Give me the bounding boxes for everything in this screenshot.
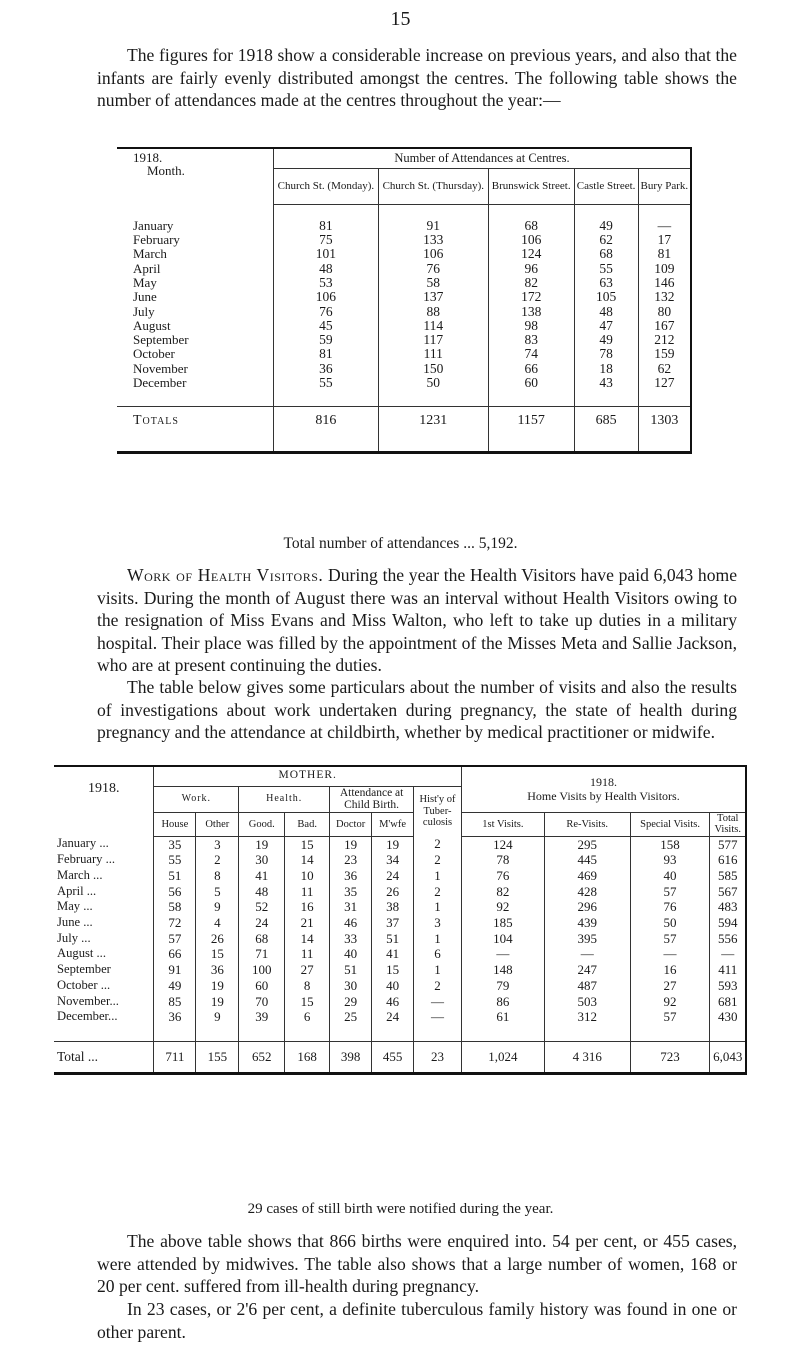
- row-value: 40: [330, 946, 372, 962]
- sub-header: M'wfe: [372, 812, 414, 836]
- row-value: 57: [630, 884, 710, 900]
- table1-year: 1918.: [133, 150, 163, 165]
- row-value: 24: [372, 1009, 414, 1025]
- table2-totals-row: Total ... 711 155 652 168 398 455 23 1,024 4 316 723 6,043: [54, 1041, 746, 1073]
- table-row: [54, 994, 746, 1010]
- table1-month-header: [117, 148, 274, 204]
- row-value: 19: [372, 836, 414, 852]
- row-value: 92: [461, 899, 544, 915]
- row-value: 1: [414, 962, 462, 978]
- row-value: 50: [630, 915, 710, 931]
- row-value: —: [710, 946, 746, 962]
- work-header: Work.: [154, 786, 239, 812]
- table2-year: 1918.: [87, 781, 120, 796]
- row-value: 395: [544, 931, 630, 947]
- row-value: 26: [372, 884, 414, 900]
- row-value: 35: [154, 836, 196, 852]
- table-row: [54, 899, 746, 915]
- row-value: 1: [414, 899, 462, 915]
- total-attendances: Total number of attendances ... 5,192.: [283, 535, 518, 552]
- row-value: 158: [630, 836, 710, 852]
- row-value: 49: [154, 978, 196, 994]
- table-row: March 101 106 124 68 81: [117, 247, 691, 261]
- row-value: 24: [372, 868, 414, 884]
- row-value: 14: [285, 931, 330, 947]
- table-row: [54, 915, 746, 931]
- row-value: —: [414, 1009, 462, 1025]
- row-month: December...: [57, 1009, 118, 1024]
- row-value: 2: [196, 852, 239, 868]
- table-row: [54, 1009, 746, 1025]
- row-value: —: [544, 946, 630, 962]
- col-header: Castle Street.: [574, 168, 638, 204]
- row-month: July ...: [57, 930, 91, 945]
- row-value: 27: [630, 978, 710, 994]
- row-value: 40: [630, 868, 710, 884]
- row-value: 36: [330, 868, 372, 884]
- row-month: March ...: [57, 867, 103, 882]
- table-row: [54, 884, 746, 900]
- row-month: January ...: [57, 836, 109, 851]
- row-value: 14: [285, 852, 330, 868]
- row-value: 6: [285, 1009, 330, 1025]
- row-value: 4: [196, 915, 239, 931]
- row-value: 11: [285, 884, 330, 900]
- row-value: 51: [330, 962, 372, 978]
- row-value: 6: [414, 946, 462, 962]
- row-value: 76: [461, 868, 544, 884]
- row-value: 487: [544, 978, 630, 994]
- row-value: 567: [710, 884, 746, 900]
- health-header: Health.: [239, 786, 330, 812]
- row-value: 78: [461, 852, 544, 868]
- row-value: 51: [154, 868, 196, 884]
- table-row: [54, 962, 746, 978]
- row-value: 40: [372, 978, 414, 994]
- row-value: 2: [414, 884, 462, 900]
- work-text: During the year the Health Visitors have paid 6,043 home visits. During the month of August there was an interval without Health Visitors owing to the resignation of Miss Evans and Miss Walton, who left to take up duties in a military hospital. Their place was filled by the appointment of the Misses Meta and Sallie Jackson, who are at present continuing the duties.: [97, 565, 738, 675]
- attendances-table: [117, 147, 692, 454]
- row-value: 70: [239, 994, 285, 1010]
- row-value: 23: [330, 852, 372, 868]
- row-value: 21: [285, 915, 330, 931]
- row-value: 2: [414, 836, 462, 852]
- sub-header: Doctor: [330, 812, 372, 836]
- table-row: October 81 111 74 78 159: [117, 347, 691, 361]
- row-value: 1: [414, 868, 462, 884]
- row-value: 16: [285, 899, 330, 915]
- row-value: 577: [710, 836, 746, 852]
- visits-header: [461, 766, 746, 812]
- row-value: 247: [544, 962, 630, 978]
- row-value: 35: [330, 884, 372, 900]
- row-value: 33: [330, 931, 372, 947]
- row-value: —: [461, 946, 544, 962]
- row-value: 2: [414, 852, 462, 868]
- row-value: 79: [461, 978, 544, 994]
- row-value: 503: [544, 994, 630, 1010]
- row-value: 104: [461, 931, 544, 947]
- row-value: 556: [710, 931, 746, 947]
- row-value: 469: [544, 868, 630, 884]
- visit-col-header: Total Visits.: [710, 812, 746, 836]
- row-value: —: [414, 994, 462, 1010]
- row-value: 19: [239, 836, 285, 852]
- row-value: 593: [710, 978, 746, 994]
- row-value: 56: [154, 884, 196, 900]
- row-value: 681: [710, 994, 746, 1010]
- row-value: 85: [154, 994, 196, 1010]
- row-value: 5: [196, 884, 239, 900]
- intro-paragraph: The figures for 1918 show a considerable increase on previous years, and also that the infants are fairly evenly distributed amongst the centres. The following table shows the number of attendances made at the centres throughout the year:—: [97, 45, 737, 110]
- row-value: 2: [414, 978, 462, 994]
- row-value: 185: [461, 915, 544, 931]
- table-row: July 76 88 138 48 80: [117, 305, 691, 319]
- row-value: 61: [461, 1009, 544, 1025]
- row-value: 16: [630, 962, 710, 978]
- row-value: 34: [372, 852, 414, 868]
- row-value: 585: [710, 868, 746, 884]
- row-value: 19: [330, 836, 372, 852]
- row-month: September: [57, 962, 111, 977]
- col-header: Brunswick Street.: [488, 168, 574, 204]
- row-value: 124: [461, 836, 544, 852]
- row-value: 60: [239, 978, 285, 994]
- row-value: 27: [285, 962, 330, 978]
- sub-header: House: [154, 812, 196, 836]
- row-value: 295: [544, 836, 630, 852]
- row-value: 57: [630, 931, 710, 947]
- row-value: 15: [285, 836, 330, 852]
- row-value: 29: [330, 994, 372, 1010]
- row-value: 10: [285, 868, 330, 884]
- row-value: 92: [630, 994, 710, 1010]
- attendance-header: Attendance at Child Birth.: [330, 786, 414, 812]
- row-value: 100: [239, 962, 285, 978]
- table1-month-label: Month.: [147, 163, 185, 178]
- sub-header: Other: [196, 812, 239, 836]
- row-value: 3: [196, 836, 239, 852]
- row-value: 39: [239, 1009, 285, 1025]
- row-value: 3: [414, 915, 462, 931]
- row-value: 57: [154, 931, 196, 947]
- table-row: November 36 150 66 18 62: [117, 362, 691, 376]
- row-month: February ...: [57, 852, 116, 867]
- closing-paragraph-1: The above table shows that 866 births were enquired into. 54 per cent, or 455 cases, were attended by midwives. The table also shows that a large number of women, 168 or 20 per cent. suffered from ill-health during pregnancy.: [97, 1231, 737, 1296]
- row-value: 68: [239, 931, 285, 947]
- table-row: [54, 946, 746, 962]
- table-row: January 81 91 68 49 —: [117, 219, 691, 233]
- row-month: April ...: [57, 883, 97, 898]
- table-row: December 55 50 60 43 127: [117, 376, 691, 390]
- row-value: 19: [196, 994, 239, 1010]
- table-row: [54, 836, 746, 852]
- row-value: 41: [239, 868, 285, 884]
- row-value: 8: [196, 868, 239, 884]
- work-paragraph: [97, 564, 737, 677]
- sub-header: Bad.: [285, 812, 330, 836]
- row-value: 148: [461, 962, 544, 978]
- row-value: 428: [544, 884, 630, 900]
- row-value: 36: [196, 962, 239, 978]
- row-month: August ...: [57, 946, 106, 961]
- table-intro-paragraph: The table below gives some particulars about the number of visits and also the results of investigations about work undertaken during pregnancy, the state of health during pregnancy and the attendance at childbirth, whether by medical practitioner or midwife.: [97, 677, 737, 742]
- still-births-note: 29 cases of still birth were notified during the year.: [247, 1201, 554, 1217]
- row-value: 8: [285, 978, 330, 994]
- row-value: 445: [544, 852, 630, 868]
- row-value: 93: [630, 852, 710, 868]
- row-value: 58: [154, 899, 196, 915]
- table1-group-header: Number of Attendances at Centres.: [274, 148, 692, 168]
- table-row: [54, 852, 746, 868]
- table-row: April 48 76 96 55 109: [117, 262, 691, 276]
- table-row: [54, 868, 746, 884]
- row-value: 26: [196, 931, 239, 947]
- table-row: September 59 117 83 49 212: [117, 333, 691, 347]
- row-value: 439: [544, 915, 630, 931]
- row-value: 82: [461, 884, 544, 900]
- row-month: November...: [57, 993, 119, 1008]
- row-value: 76: [630, 899, 710, 915]
- visit-col-header: Re-Visits.: [544, 812, 630, 836]
- row-value: 48: [239, 884, 285, 900]
- row-month: October ...: [57, 977, 111, 992]
- row-month: May ...: [57, 899, 93, 914]
- row-value: —: [630, 946, 710, 962]
- row-value: 51: [372, 931, 414, 947]
- row-value: 411: [710, 962, 746, 978]
- col-header: Bury Park.: [638, 168, 691, 204]
- row-value: 36: [154, 1009, 196, 1025]
- row-value: 91: [154, 962, 196, 978]
- mother-header: MOTHER.: [154, 766, 462, 786]
- row-value: 57: [630, 1009, 710, 1025]
- row-value: 1: [414, 931, 462, 947]
- row-value: 24: [239, 915, 285, 931]
- row-value: 15: [372, 962, 414, 978]
- row-value: 430: [710, 1009, 746, 1025]
- row-value: 52: [239, 899, 285, 915]
- row-value: 46: [372, 994, 414, 1010]
- visits-header-title: Home Visits by Health Visitors.: [527, 789, 680, 804]
- table-row: [54, 978, 746, 994]
- row-value: 55: [154, 852, 196, 868]
- row-value: 594: [710, 915, 746, 931]
- row-value: 9: [196, 899, 239, 915]
- work-heading: Work of Health Visitors.: [127, 565, 324, 585]
- col-header: Church St. (Monday).: [274, 168, 379, 204]
- row-value: 15: [196, 946, 239, 962]
- visit-col-header: Special Visits.: [630, 812, 710, 836]
- row-value: 46: [330, 915, 372, 931]
- visit-col-header: 1st Visits.: [461, 812, 544, 836]
- row-value: 31: [330, 899, 372, 915]
- row-value: 25: [330, 1009, 372, 1025]
- row-value: 9: [196, 1009, 239, 1025]
- row-value: 72: [154, 915, 196, 931]
- row-value: 312: [544, 1009, 630, 1025]
- closing-paragraph-2: In 23 cases, or 2'6 per cent, a definite tuberculous family history was found in one or other parent.: [97, 1299, 737, 1342]
- row-value: 296: [544, 899, 630, 915]
- row-value: 66: [154, 946, 196, 962]
- row-value: 11: [285, 946, 330, 962]
- table1-totals-row: Totals 816 1231 1157 685 1303: [117, 406, 691, 436]
- row-value: 616: [710, 852, 746, 868]
- row-month: June ...: [57, 915, 93, 930]
- page-number: 15: [390, 8, 411, 30]
- row-value: 30: [239, 852, 285, 868]
- tuberculosis-header: Hist'y of Tuber-culosis: [414, 786, 462, 836]
- sub-header: Good.: [239, 812, 285, 836]
- row-value: 19: [196, 978, 239, 994]
- visits-header-year: 1918.: [589, 775, 617, 790]
- row-value: 86: [461, 994, 544, 1010]
- row-value: 30: [330, 978, 372, 994]
- row-value: 38: [372, 899, 414, 915]
- visits-table: [54, 765, 747, 1075]
- table-row: June 106 137 172 105 132: [117, 290, 691, 304]
- table-row: August 45 114 98 47 167: [117, 319, 691, 333]
- row-value: 41: [372, 946, 414, 962]
- table-row: May 53 58 82 63 146: [117, 276, 691, 290]
- table-row: [54, 931, 746, 947]
- col-header: Church St. (Thursday).: [378, 168, 488, 204]
- row-value: 483: [710, 899, 746, 915]
- row-value: 71: [239, 946, 285, 962]
- row-value: 15: [285, 994, 330, 1010]
- table-row: February 75 133 106 62 17: [117, 233, 691, 247]
- row-value: 37: [372, 915, 414, 931]
